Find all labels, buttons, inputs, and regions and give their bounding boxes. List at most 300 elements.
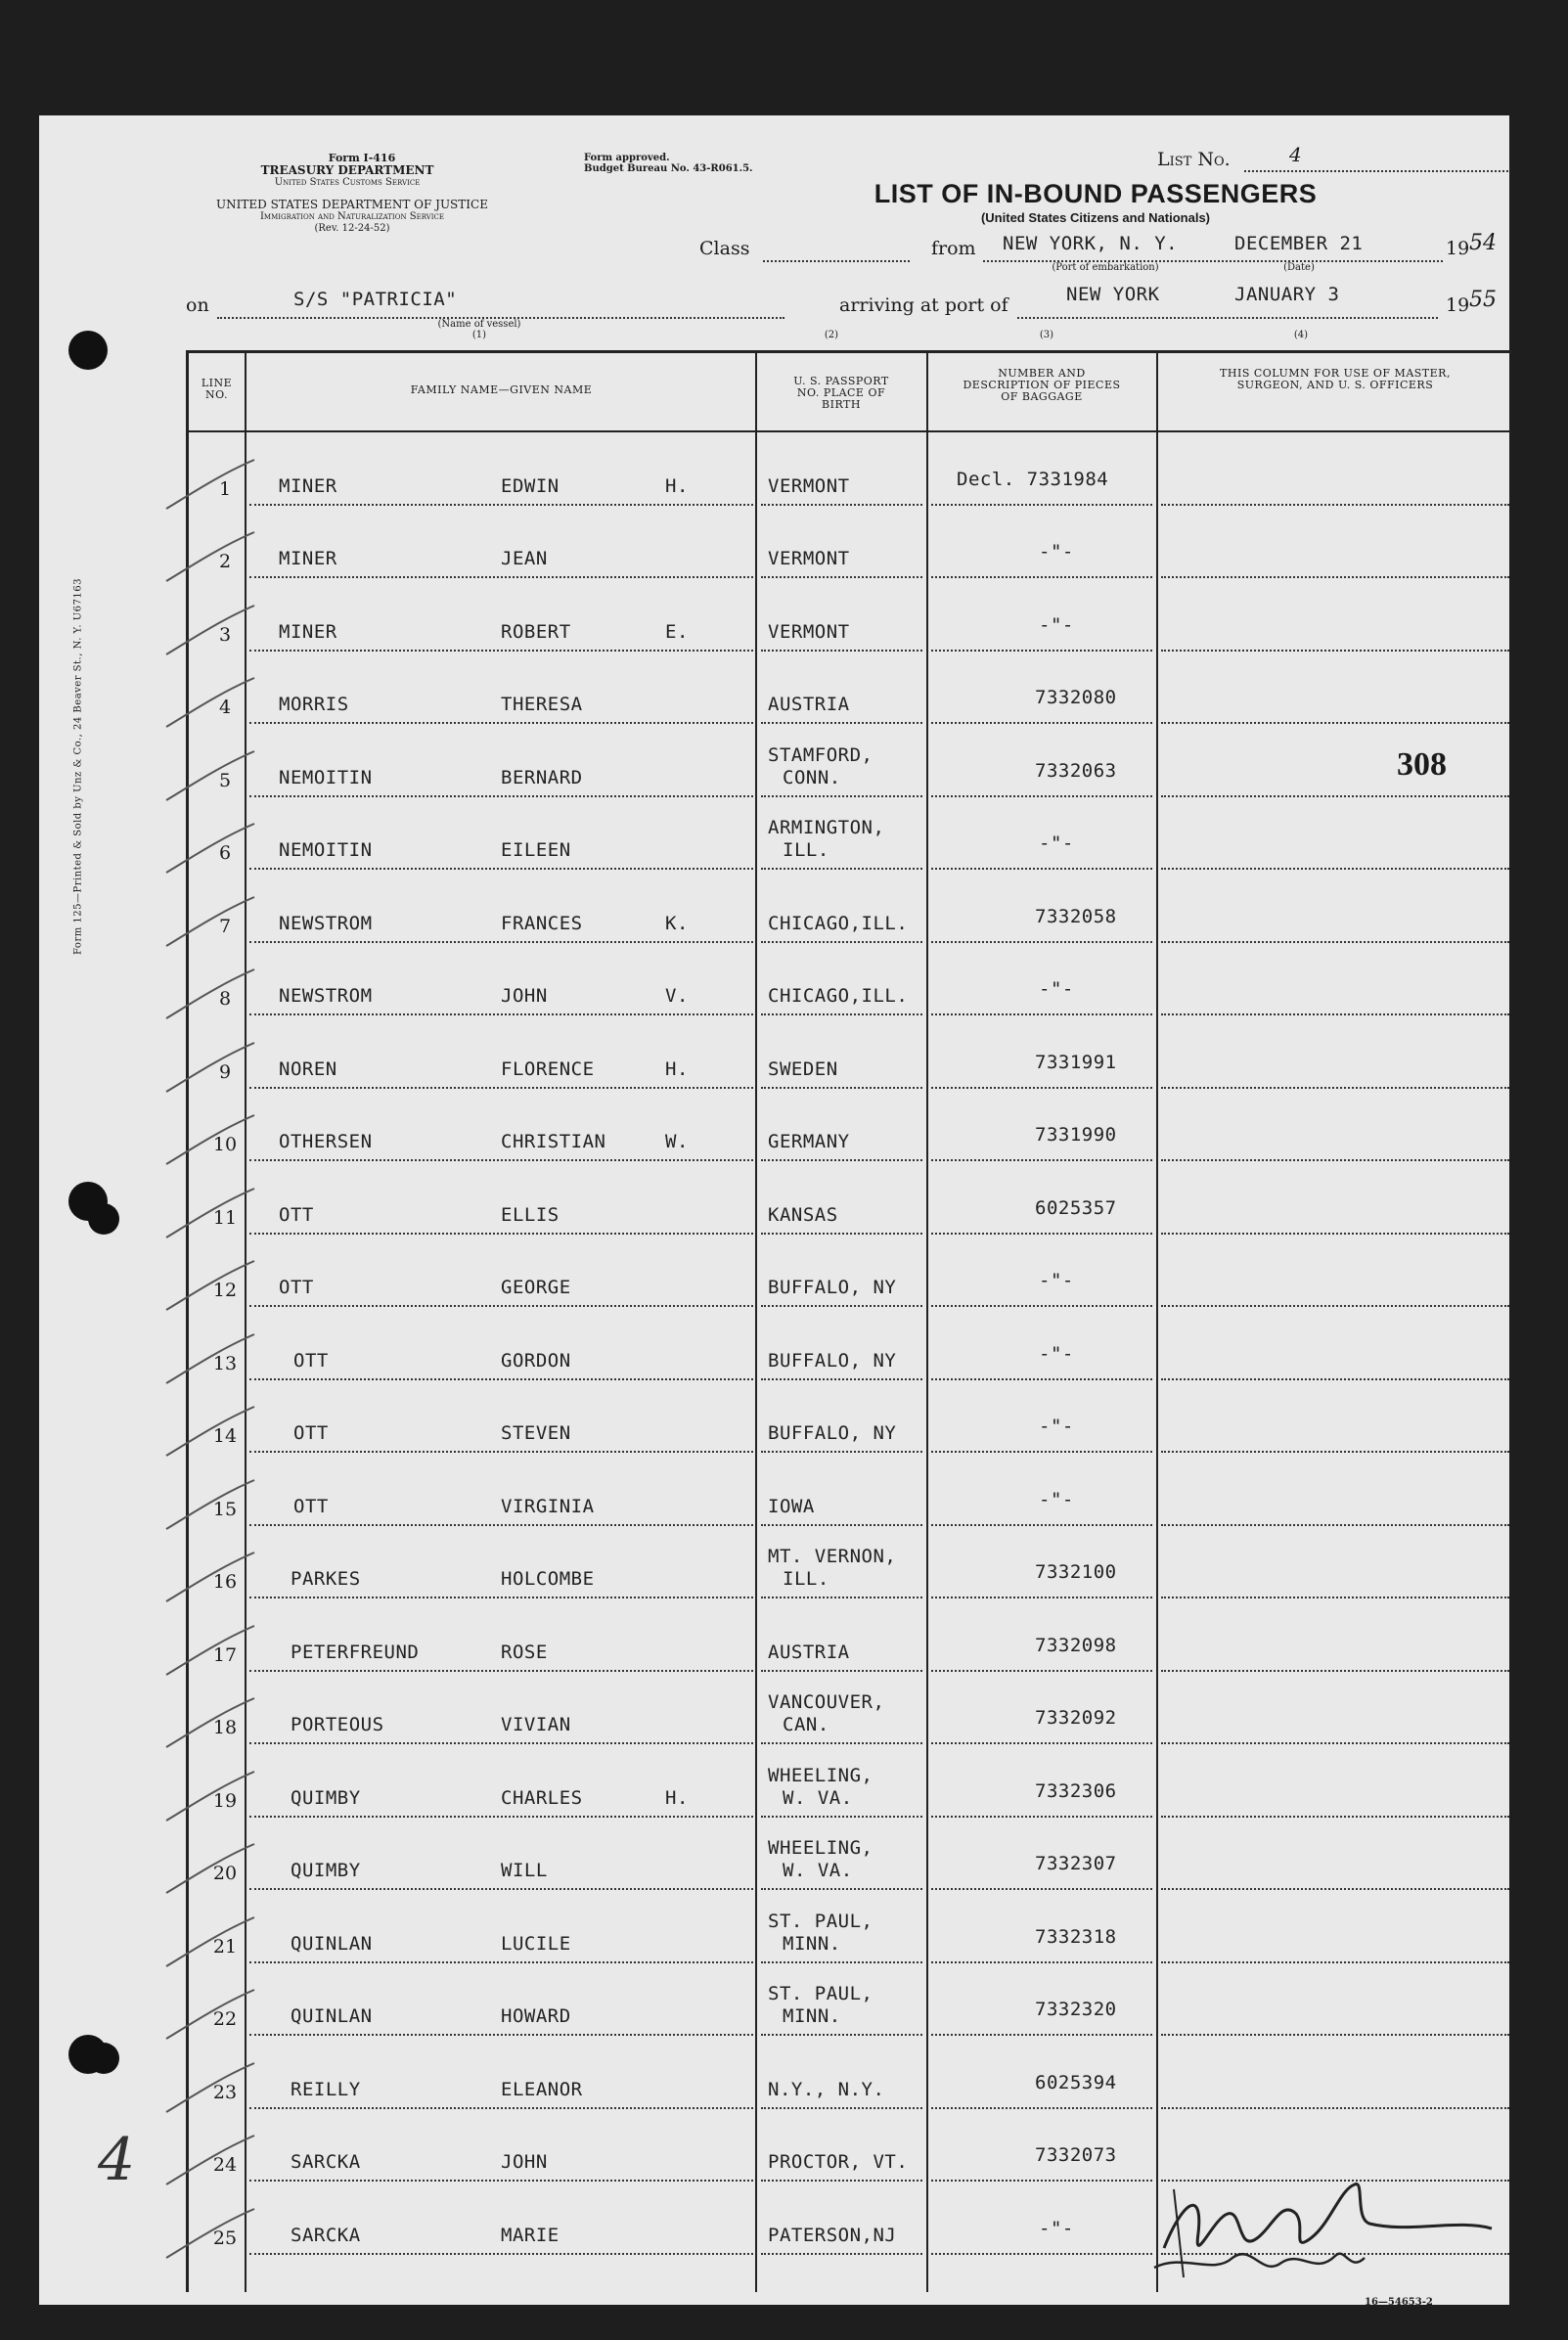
row-passport-line [761, 1888, 922, 1890]
row-birthplace-2: ILL. [783, 839, 829, 861]
row-birthplace: MT. VERNON, [768, 1546, 897, 1567]
row-number: 3 [218, 623, 232, 646]
budget-bureau: Budget Bureau No. 43-R061.5. [584, 163, 753, 174]
row-given-name: BERNARD [501, 766, 583, 788]
row-family-name: QUINLAN [291, 2005, 373, 2027]
vessel-caption: (Name of vessel) [437, 319, 521, 330]
list-no-label: List No. [1157, 149, 1231, 170]
row-name-line [249, 1597, 753, 1598]
row-check-mark [161, 673, 259, 732]
row-name-line [249, 1451, 753, 1453]
row-number: 6 [218, 842, 232, 864]
row-name-line [249, 576, 753, 578]
row-family-name: OTHERSEN [279, 1131, 373, 1152]
row-initial: H. [665, 1058, 689, 1080]
row-birthplace: VERMONT [768, 474, 850, 497]
row-family-name: MORRIS [279, 694, 349, 715]
row-number: 8 [218, 988, 232, 1010]
punch-hole [88, 2043, 119, 2074]
row-given-name: VIVIAN [501, 1714, 571, 1735]
row-family-name: NOREN [279, 1058, 337, 1080]
row-given-name: JEAN [501, 548, 548, 569]
row-birthplace: CHICAGO,ILL. [768, 985, 909, 1007]
row-name-line [249, 868, 753, 870]
row-family-name: PARKES [291, 1568, 361, 1590]
row-baggage-line [931, 1670, 1152, 1672]
officer-signature [1144, 2160, 1506, 2287]
row-baggage: -"- [1039, 1416, 1074, 1437]
row-check-mark [161, 1256, 259, 1315]
row-baggage: 6025357 [1035, 1196, 1117, 1219]
row-birthplace-2: CONN. [783, 766, 841, 788]
row-name-line [249, 1670, 753, 1672]
row-family-name: QUIMBY [291, 1860, 361, 1881]
list-no-line [1244, 170, 1508, 172]
row-given-name: MARIE [501, 2224, 560, 2246]
on-label: on [186, 294, 209, 316]
row-baggage: 7332098 [1035, 1634, 1117, 1656]
row-check-mark [161, 1767, 259, 1825]
departure-year: 54 [1469, 231, 1497, 255]
row-number: 20 [212, 1863, 238, 1884]
row-given-name: LUCILE [501, 1932, 571, 1955]
row-baggage: 6025394 [1035, 2071, 1117, 2093]
row-family-name: SARCKA [291, 2224, 361, 2246]
header-line-no: LINE NO. [201, 377, 233, 401]
row-check-mark [161, 1693, 259, 1752]
row-family-name: OTT [279, 1277, 314, 1298]
row-baggage: 7332306 [1035, 1779, 1117, 1802]
row-baggage: -"- [1039, 613, 1074, 636]
row-officer-line [1161, 1378, 1509, 1380]
row-passport-line [761, 1305, 922, 1307]
row-name-line [249, 650, 753, 652]
row-name-line [249, 2107, 753, 2109]
row-passport-line [761, 1087, 922, 1089]
arrival-year: 55 [1469, 288, 1497, 312]
punch-hole [88, 1203, 119, 1235]
from-label: from [931, 238, 976, 259]
row-birthplace-2: MINN. [783, 2005, 841, 2027]
row-baggage: -"- [1039, 1342, 1074, 1365]
row-family-name: SARCKA [291, 2151, 361, 2173]
row-given-name: ELLIS [501, 1203, 560, 1226]
row-family-name: NEMOITIN [279, 839, 373, 861]
row-baggage: 7332073 [1035, 2144, 1117, 2166]
row-name-line [249, 2034, 753, 2036]
row-baggage-line [931, 1597, 1152, 1598]
row-name-line [249, 1087, 753, 1089]
row-check-mark [161, 1839, 259, 1898]
vessel-name: S/S "PATRICIA" [293, 289, 458, 310]
scan-border-right [1509, 0, 1568, 2340]
row-passport-line [761, 2180, 922, 2182]
row-officer-line [1161, 2107, 1509, 2109]
row-family-name: REILLY [291, 2078, 361, 2100]
row-birthplace: ARMINGTON, [768, 817, 885, 838]
row-number: 15 [212, 1498, 238, 1520]
row-number: 14 [212, 1425, 238, 1447]
row-passport-line [761, 2253, 922, 2255]
row-officer-line [1161, 1233, 1509, 1235]
row-baggage: 7331990 [1035, 1124, 1117, 1146]
form-revision: (Rev. 12-24-52) [314, 223, 390, 234]
row-check-mark [161, 2204, 259, 2263]
row-name-line [249, 1305, 753, 1307]
row-birthplace-2: CAN. [783, 1714, 829, 1735]
row-baggage: -"- [1039, 2217, 1074, 2239]
row-check-mark [161, 1475, 259, 1534]
row-passport-line [761, 650, 922, 652]
row-given-name: EDWIN [501, 474, 560, 497]
row-family-name: MINER [279, 474, 337, 497]
row-baggage: 7332100 [1035, 1561, 1117, 1583]
row-baggage-line [931, 1742, 1152, 1744]
row-name-line [249, 1233, 753, 1235]
row-number: 2 [218, 551, 232, 572]
row-officer-line [1161, 650, 1509, 652]
arrival-date: JANUARY 3 [1234, 284, 1340, 305]
form-number: Form I-416 [328, 152, 396, 164]
row-birthplace: WHEELING, [768, 1837, 874, 1859]
justice-department: UNITED STATES DEPARTMENT OF JUSTICE [216, 198, 488, 211]
row-check-mark [161, 2058, 259, 2117]
row-baggage-line [931, 1961, 1152, 1963]
row-birthplace-2: MINN. [783, 1932, 841, 1955]
row-initial: K. [665, 912, 689, 934]
row-given-name: ELEANOR [501, 2078, 583, 2100]
row-officer-line [1161, 868, 1509, 870]
row-birthplace: KANSAS [768, 1203, 838, 1226]
row-baggage-line [931, 2253, 1152, 2255]
row-birthplace-2: ILL. [783, 1568, 829, 1590]
row-number: 5 [218, 769, 232, 791]
table-top-rule [186, 350, 1513, 353]
scan-border-bottom [0, 2305, 1568, 2340]
row-given-name: CHRISTIAN [501, 1131, 606, 1152]
row-baggage: Decl. 7331984 [957, 468, 1109, 490]
row-name-line [249, 795, 753, 797]
row-baggage-line [931, 941, 1152, 943]
row-passport-line [761, 941, 922, 943]
row-officer-line [1161, 504, 1509, 506]
row-given-name: WILL [501, 1860, 548, 1881]
row-given-name: FLORENCE [501, 1058, 595, 1080]
row-initial: H. [665, 1786, 689, 1809]
row-number: 23 [212, 2081, 238, 2103]
row-baggage: -"- [1039, 541, 1074, 562]
header-officers: THIS COLUMN FOR USE OF MASTER, SURGEON, AND U. S. OFFICERS [1220, 367, 1451, 391]
row-check-mark [161, 1621, 259, 1680]
row-number: 11 [212, 1206, 238, 1229]
margin-mark: 4 [98, 2126, 136, 2194]
row-name-line [249, 1524, 753, 1526]
row-officer-line [1161, 1742, 1509, 1744]
row-baggage-line [931, 504, 1152, 506]
row-officer-line [1161, 1670, 1509, 1672]
row-birthplace: CHICAGO,ILL. [768, 912, 909, 934]
row-baggage-line [931, 650, 1152, 652]
row-name-line [249, 1816, 753, 1818]
row-number: 24 [212, 2154, 238, 2176]
row-given-name: GORDON [501, 1349, 571, 1372]
row-number: 22 [212, 2008, 238, 2030]
row-birthplace: STAMFORD, [768, 743, 874, 766]
col-3-caption: (3) [1039, 330, 1054, 340]
row-check-mark [161, 527, 259, 586]
scan-border-left [0, 0, 39, 2340]
row-officer-line [1161, 1087, 1509, 1089]
row-family-name: NEWSTROM [279, 912, 373, 934]
row-number: 1 [218, 477, 232, 500]
row-number: 4 [218, 697, 232, 718]
row-number: 7 [218, 915, 232, 937]
row-birthplace: WHEELING, [768, 1764, 874, 1786]
row-check-mark [161, 1184, 259, 1242]
row-birthplace: GERMANY [768, 1131, 850, 1152]
name-col-rule [755, 350, 757, 2292]
row-birthplace: ST. PAUL, [768, 1910, 874, 1932]
row-officer-line [1161, 795, 1509, 797]
header-bottom-rule [189, 430, 1513, 432]
row-check-mark [161, 746, 259, 805]
row-passport-line [761, 504, 922, 506]
row-check-mark [161, 455, 259, 514]
row-officer-line [1161, 941, 1509, 943]
row-passport-line [761, 1233, 922, 1235]
row-baggage-line [931, 1087, 1152, 1089]
row-birthplace: AUSTRIA [768, 694, 850, 715]
arrival-year-prefix: 19 [1446, 294, 1470, 316]
row-family-name: MINER [279, 548, 337, 569]
row-name-line [249, 2180, 753, 2182]
row-baggage-line [931, 1816, 1152, 1818]
row-baggage: -"- [1039, 832, 1074, 854]
row-baggage-line [931, 1159, 1152, 1161]
departure-date: DECEMBER 21 [1234, 233, 1364, 254]
row-passport-line [761, 1524, 922, 1526]
row-number: 19 [212, 1789, 238, 1812]
port-of-embarkation: NEW YORK, N. Y. [1003, 233, 1179, 254]
row-birthplace: IOWA [768, 1495, 815, 1517]
row-officer-line [1161, 576, 1509, 578]
row-birthplace: N.Y., N.Y. [768, 2078, 885, 2100]
row-baggage-line [931, 2107, 1152, 2109]
row-birthplace: VERMONT [768, 548, 850, 569]
col-2-caption: (2) [824, 330, 839, 340]
row-baggage-line [931, 1524, 1152, 1526]
row-number: 12 [212, 1280, 238, 1301]
row-given-name: GEORGE [501, 1277, 571, 1298]
row-given-name: CHARLES [501, 1786, 583, 1809]
row-check-mark [161, 1402, 259, 1461]
row-family-name: PETERFREUND [291, 1641, 420, 1663]
row-baggage: -"- [1039, 1488, 1074, 1510]
row-family-name: OTT [293, 1422, 329, 1444]
row-number: 25 [212, 2227, 238, 2249]
row-baggage-line [931, 576, 1152, 578]
row-baggage-line [931, 795, 1152, 797]
row-given-name: HOLCOMBE [501, 1568, 595, 1590]
row-check-mark [161, 2131, 259, 2189]
row-passport-line [761, 1670, 922, 1672]
row-given-name: ROBERT [501, 620, 571, 643]
row-baggage: 7331991 [1035, 1051, 1117, 1073]
row-birthplace: VERMONT [768, 620, 850, 643]
row-given-name: JOHN [501, 985, 548, 1007]
row-check-mark [161, 1912, 259, 1971]
row-baggage-line [931, 1013, 1152, 1015]
row-baggage: 7332080 [1035, 687, 1117, 708]
arrival-port: NEW YORK [1066, 284, 1160, 305]
row-baggage: -"- [1039, 1270, 1074, 1291]
row-number: 17 [212, 1643, 238, 1666]
row-passport-line [761, 2107, 922, 2109]
date-caption: (Date) [1283, 262, 1315, 273]
row-baggage: 7332058 [1035, 905, 1117, 927]
row-family-name: OTT [293, 1495, 329, 1517]
row-passport-line [761, 1816, 922, 1818]
row-baggage-line [931, 1888, 1152, 1890]
officer-note: 308 [1397, 746, 1447, 783]
row-check-mark [161, 1329, 259, 1388]
row-family-name: PORTEOUS [291, 1714, 384, 1735]
row-family-name: NEWSTROM [279, 985, 373, 1007]
row-check-mark [161, 819, 259, 878]
row-officer-line [1161, 1305, 1509, 1307]
row-number: 9 [218, 1060, 232, 1083]
row-name-line [249, 1159, 753, 1161]
treasury-department: TREASURY DEPARTMENT [260, 163, 434, 177]
row-baggage-line [931, 1378, 1152, 1380]
row-officer-line [1161, 1888, 1509, 1890]
row-baggage-line [931, 2034, 1152, 2036]
row-officer-line [1161, 1159, 1509, 1161]
row-baggage-line [931, 1451, 1152, 1453]
row-check-mark [161, 965, 259, 1023]
row-check-mark [161, 1038, 259, 1097]
row-passport-line [761, 1159, 922, 1161]
row-number: 18 [212, 1717, 238, 1738]
row-passport-line [761, 1742, 922, 1744]
row-baggage: 7332092 [1035, 1707, 1117, 1729]
row-given-name: THERESA [501, 694, 583, 715]
row-birthplace: BUFFALO, NY [768, 1349, 897, 1372]
baggage-col-rule [1156, 350, 1158, 2292]
row-name-line [249, 1013, 753, 1015]
row-baggage: 7332320 [1035, 1999, 1117, 2020]
row-officer-line [1161, 2034, 1509, 2036]
row-officer-line [1161, 1961, 1509, 1963]
list-no-value: 4 [1289, 143, 1302, 166]
row-name-line [249, 2253, 753, 2255]
row-passport-line [761, 795, 922, 797]
row-initial: W. [665, 1131, 689, 1152]
row-family-name: QUIMBY [291, 1786, 361, 1809]
arriving-label: arriving at port of [839, 294, 1008, 316]
header-baggage: NUMBER AND DESCRIPTION OF PIECES OF BAGGAGE [963, 367, 1121, 403]
form-approved: Form approved. [584, 153, 670, 163]
manifest-page [39, 115, 1509, 2308]
row-passport-line [761, 576, 922, 578]
row-baggage-line [931, 1305, 1152, 1307]
row-name-line [249, 504, 753, 506]
row-birthplace: SWEDEN [768, 1058, 838, 1080]
row-name-line [249, 1888, 753, 1890]
document-subtitle: (United States Citizens and Nationals) [980, 210, 1211, 225]
col-4-caption: (4) [1293, 330, 1309, 340]
row-initial: E. [665, 620, 689, 643]
row-passport-line [761, 1597, 922, 1598]
row-given-name: EILEEN [501, 839, 571, 861]
passport-col-rule [926, 350, 928, 2292]
header-passport: U. S. PASSPORT NO. PLACE OF BIRTH [793, 375, 889, 411]
row-passport-line [761, 1378, 922, 1380]
row-name-line [249, 722, 753, 724]
header-name: FAMILY NAME—GIVEN NAME [410, 383, 593, 396]
row-number: 13 [212, 1352, 238, 1374]
row-birthplace: PROCTOR, VT. [768, 2151, 909, 2173]
row-check-mark [161, 1110, 259, 1169]
row-family-name: NEMOITIN [279, 766, 373, 788]
row-baggage: 7332318 [1035, 1925, 1117, 1948]
row-birthplace: PATERSON,NJ [768, 2224, 897, 2246]
row-baggage: -"- [1039, 978, 1074, 1000]
document-title: LIST OF IN-BOUND PASSENGERS [874, 179, 1318, 208]
footer-code: 16—54653-2 [1365, 2297, 1433, 2308]
col-1-caption: (1) [471, 330, 487, 340]
row-number: 21 [212, 1935, 238, 1958]
row-family-name: MINER [279, 620, 337, 643]
row-birthplace: AUSTRIA [768, 1641, 850, 1663]
row-initial: V. [665, 985, 689, 1007]
customs-service: United States Customs Service [274, 177, 421, 188]
row-officer-line [1161, 722, 1509, 724]
row-check-mark [161, 892, 259, 951]
row-name-line [249, 1961, 753, 1963]
year-prefix: 19 [1446, 238, 1470, 259]
row-name-line [249, 1742, 753, 1744]
row-given-name: STEVEN [501, 1422, 571, 1444]
row-given-name: VIRGINIA [501, 1495, 595, 1517]
row-passport-line [761, 1451, 922, 1453]
row-passport-line [761, 868, 922, 870]
row-baggage-line [931, 1233, 1152, 1235]
row-check-mark [161, 1548, 259, 1606]
row-birthplace: BUFFALO, NY [768, 1277, 897, 1298]
immigration-service: Immigration and Naturalization Service [259, 211, 445, 222]
scan-border-top [0, 0, 1568, 115]
row-name-line [249, 941, 753, 943]
row-family-name: QUINLAN [291, 1932, 373, 1955]
row-name-line [249, 1378, 753, 1380]
row-birthplace-2: W. VA. [783, 1786, 853, 1809]
row-officer-line [1161, 1524, 1509, 1526]
row-baggage: 7332307 [1035, 1853, 1117, 1874]
row-family-name: OTT [279, 1203, 314, 1226]
punch-hole [68, 331, 108, 370]
printer-imprint: Form 125—Printed & Sold by Unz & Co., 24 Beaver St., N. Y. U67163 [72, 578, 84, 955]
class-label: Class [699, 238, 750, 259]
row-check-mark [161, 1985, 259, 2044]
row-given-name: JOHN [501, 2151, 548, 2173]
row-baggage-line [931, 2180, 1152, 2182]
row-passport-line [761, 1013, 922, 1015]
row-baggage-line [931, 868, 1152, 870]
row-birthplace: BUFFALO, NY [768, 1422, 897, 1444]
row-check-mark [161, 601, 259, 659]
row-number: 10 [212, 1134, 238, 1155]
